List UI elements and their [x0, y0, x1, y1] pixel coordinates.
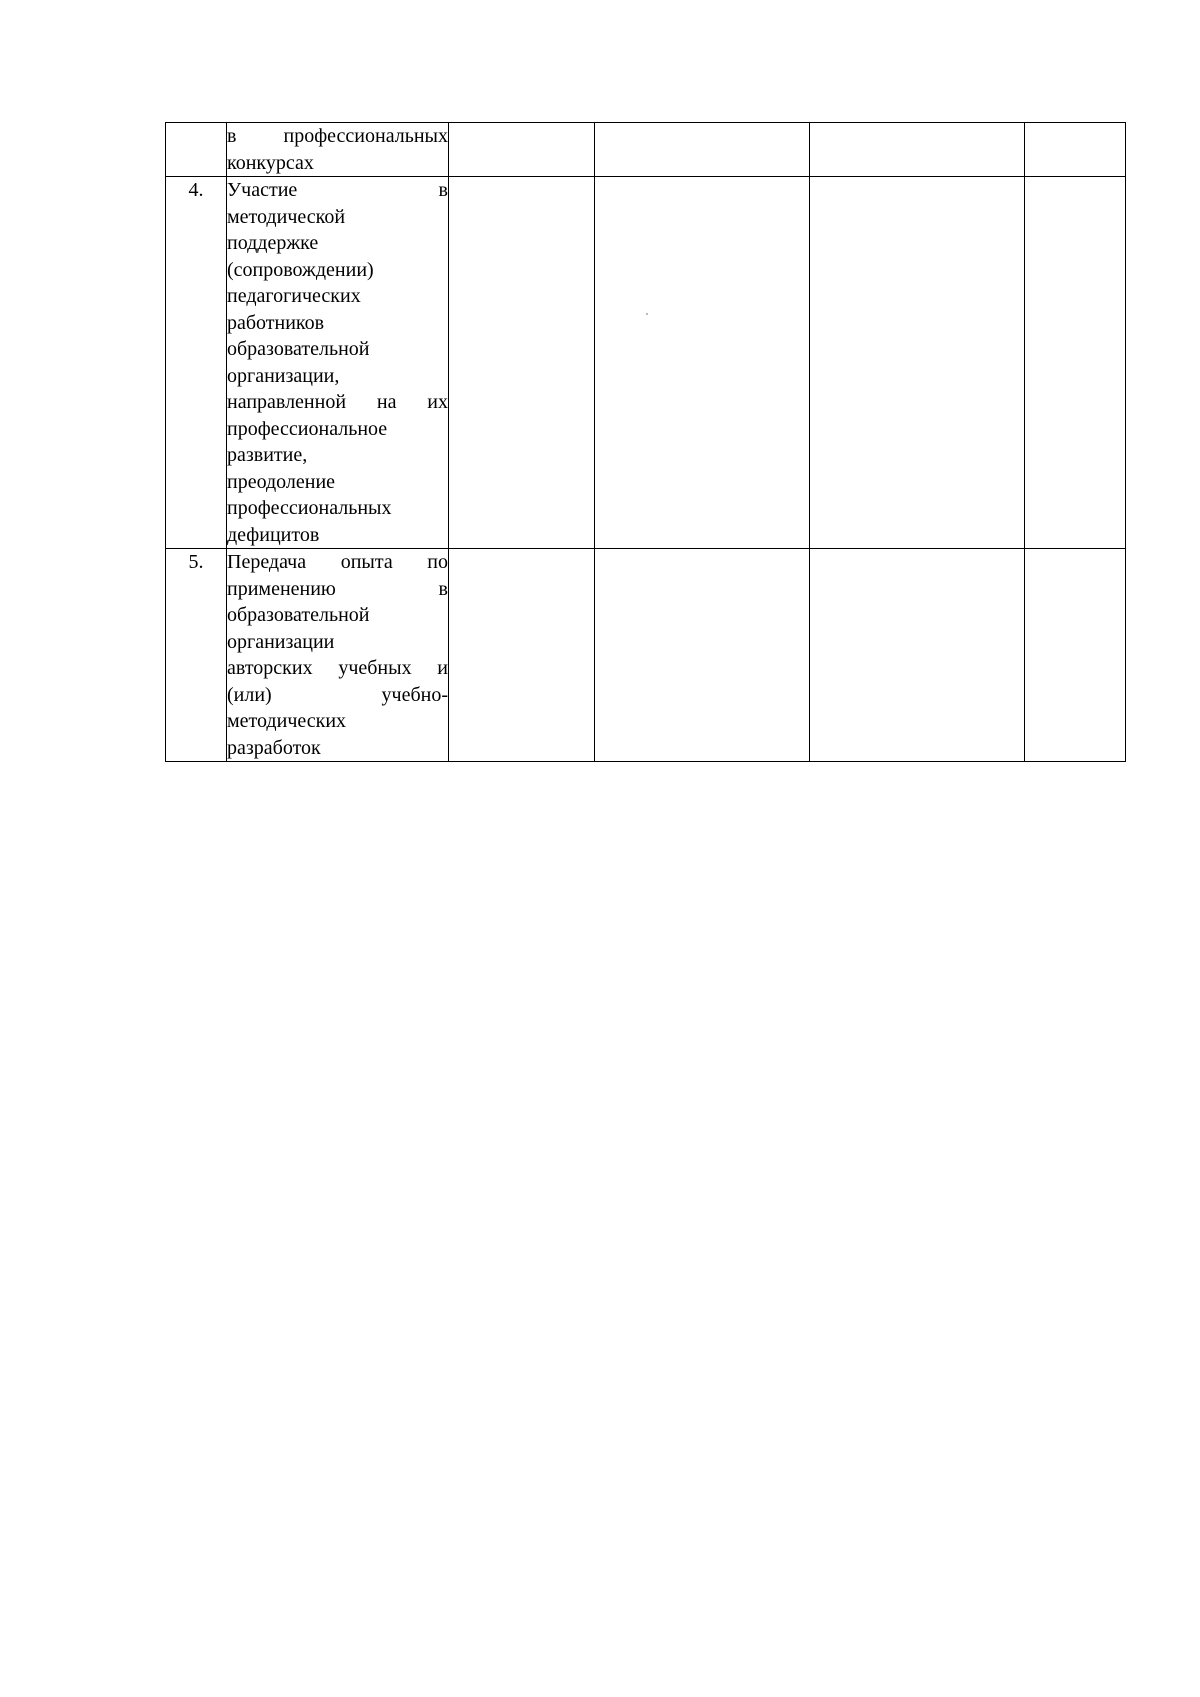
word: в — [227, 125, 237, 147]
text-line: образовательной — [227, 338, 370, 360]
table-row — [166, 123, 1126, 177]
empty-cell — [810, 177, 1025, 549]
text-line: организации, — [227, 364, 340, 387]
scan-speck — [646, 313, 648, 315]
empty-cell — [595, 123, 810, 177]
text-line: дефицитов — [227, 523, 320, 546]
word: учебных — [338, 657, 412, 679]
text-line: развитие, — [227, 444, 308, 466]
text-line: (сопровождении) — [227, 258, 374, 281]
empty-cell — [1025, 549, 1126, 762]
word: Передача — [227, 551, 307, 573]
text-line — [227, 655, 448, 682]
empty-cell — [810, 549, 1025, 762]
row-number: 4. — [188, 179, 204, 201]
word: и — [437, 657, 448, 679]
empty-cell — [595, 549, 810, 762]
word: Участие — [227, 179, 298, 201]
word: по — [427, 551, 448, 573]
text-line — [227, 177, 448, 204]
row-number-cell — [166, 549, 227, 762]
text-line: поддержке — [227, 232, 319, 254]
text-line — [227, 123, 448, 150]
text-line: педагогических — [227, 285, 361, 307]
word: профессиональных — [283, 125, 448, 147]
text-line: преодоление — [227, 470, 336, 493]
word: учебно- — [381, 683, 448, 706]
text-line — [227, 549, 448, 576]
row-number-cell — [166, 123, 227, 177]
word: их — [427, 391, 448, 413]
text-line: профессиональных — [227, 497, 392, 519]
word: опыта — [340, 551, 393, 573]
text-line: методических — [227, 710, 347, 732]
assessment-table — [165, 122, 1126, 762]
word: авторских — [227, 657, 313, 679]
empty-cell — [449, 177, 595, 549]
text-line: конкурсах — [227, 151, 314, 174]
text-line: работников — [227, 311, 325, 334]
text-line — [227, 682, 448, 709]
empty-cell — [1025, 177, 1126, 549]
text-line — [227, 389, 448, 416]
empty-cell — [449, 549, 595, 762]
text-line: образовательной — [227, 604, 370, 626]
row-number-cell — [166, 177, 227, 549]
word: в — [438, 179, 448, 201]
empty-cell — [1025, 123, 1126, 177]
empty-cell — [449, 123, 595, 177]
text-line: профессиональное — [227, 417, 388, 440]
text-line: разработок — [227, 736, 321, 759]
criterion-cell — [227, 177, 449, 549]
word: (или) — [227, 683, 272, 706]
table-row — [166, 177, 1126, 549]
criterion-cell — [227, 123, 449, 177]
word: в — [438, 577, 448, 600]
word: направленной — [227, 391, 347, 413]
empty-cell — [810, 123, 1025, 177]
word: на — [376, 391, 397, 413]
text-line: методической — [227, 205, 346, 228]
text-line — [227, 576, 448, 603]
text-line: организации — [227, 630, 335, 653]
row-number: 5. — [188, 551, 204, 573]
empty-cell — [595, 177, 810, 549]
criterion-cell — [227, 549, 449, 762]
table-row — [166, 549, 1126, 762]
word: применению — [227, 577, 336, 600]
